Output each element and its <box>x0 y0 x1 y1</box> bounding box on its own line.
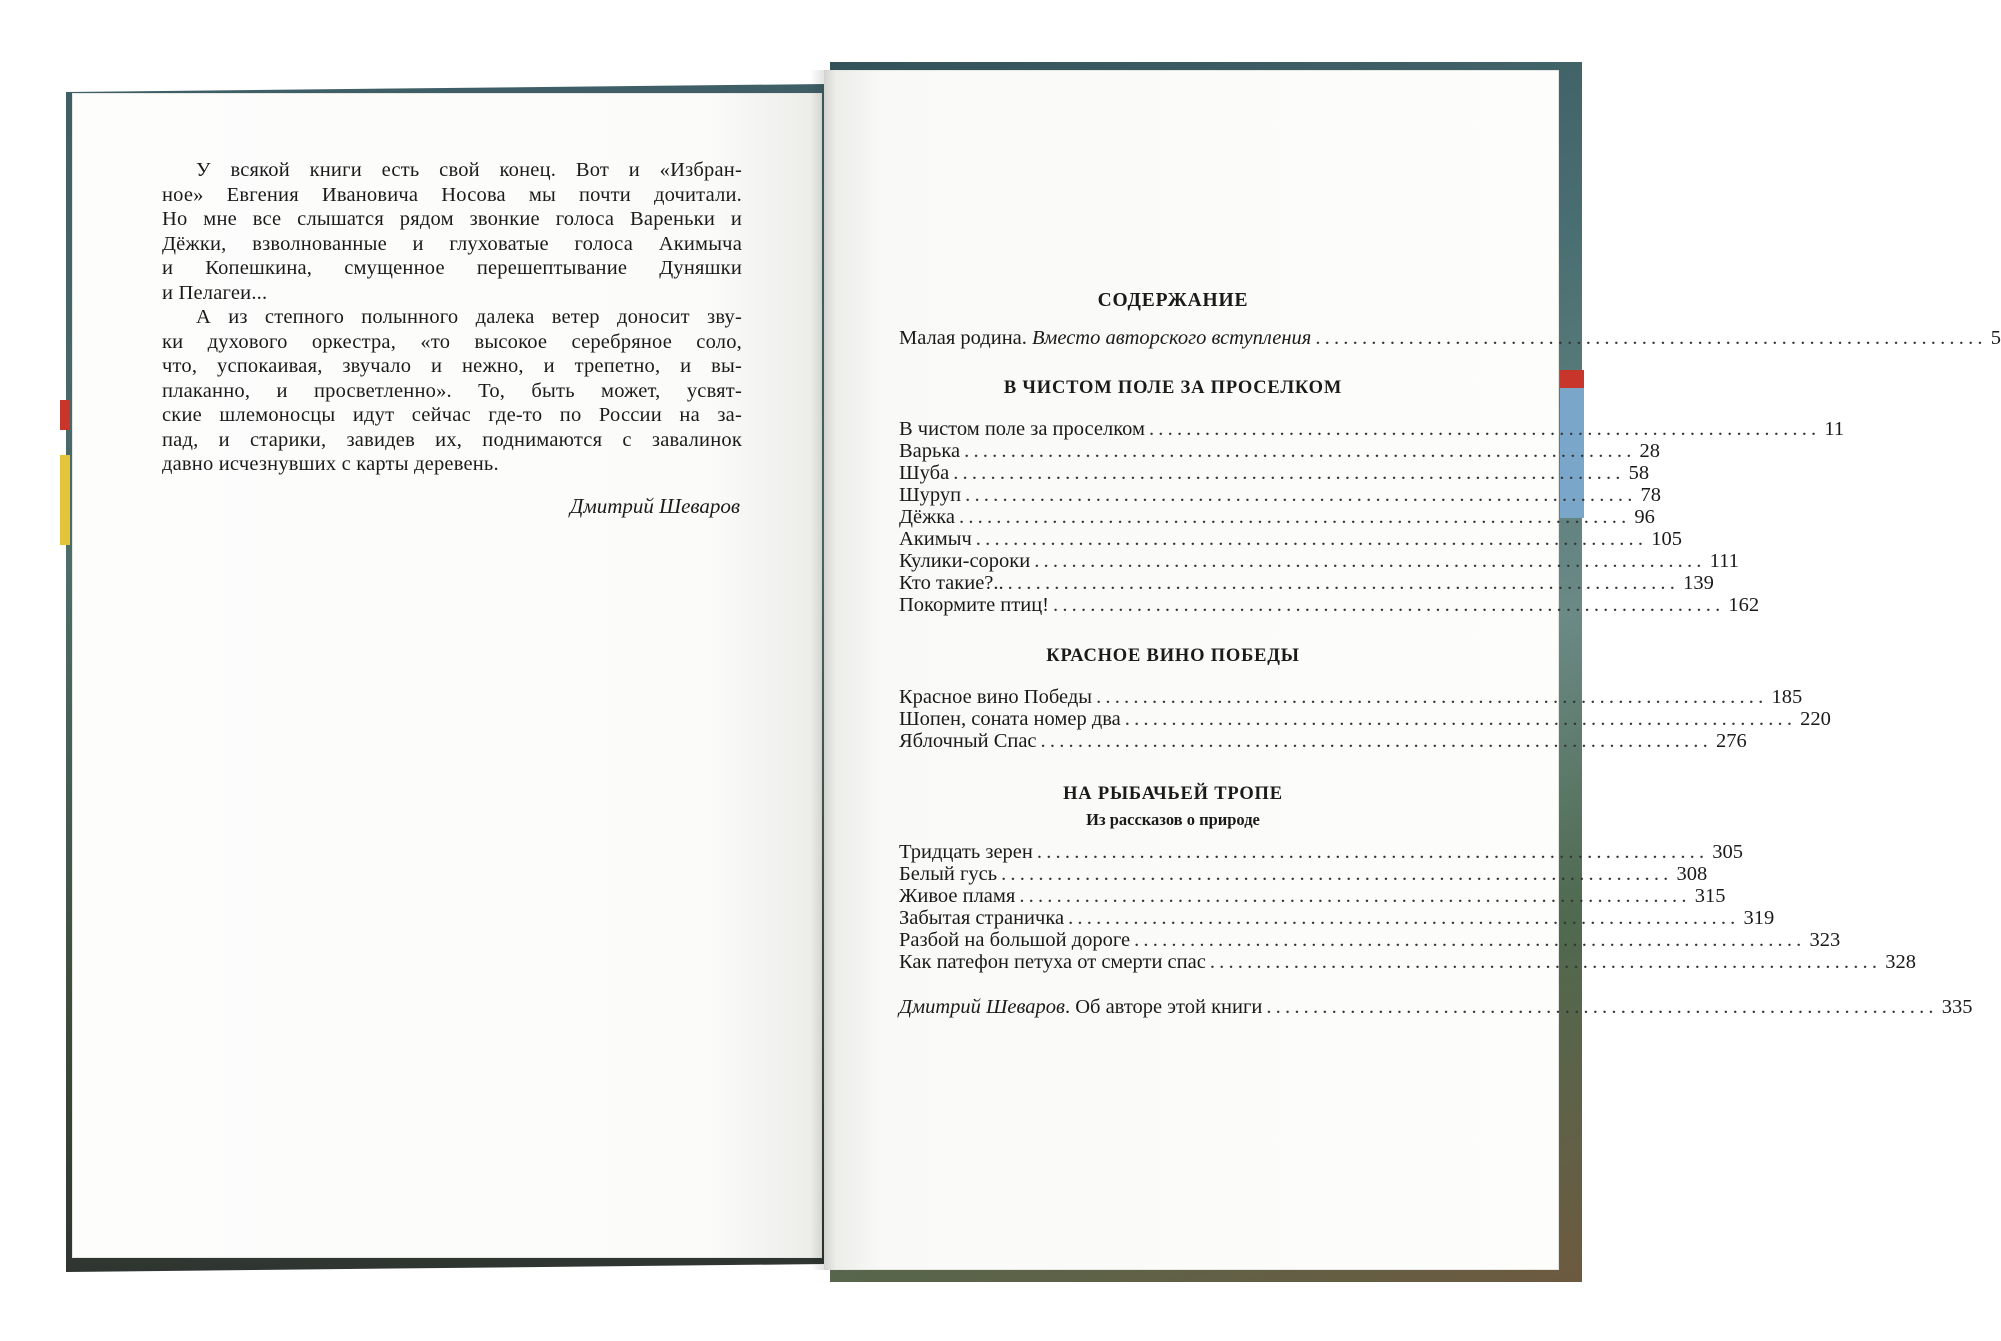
toc-entry <box>899 462 1650 485</box>
toc-dots: ........................................................................ <box>1001 863 1673 885</box>
toc-dots: ........................................................................ <box>1068 907 1740 929</box>
toc-entry-title: В чистом поле за проселком <box>899 418 1145 440</box>
toc-entry <box>899 951 1916 974</box>
toc-entry-title: Кто такие?.. <box>899 572 1004 594</box>
text-line: плаканно, и просветленно». То, быть может, усвят- <box>162 379 742 402</box>
toc-dots: ........................................................................ <box>1315 327 1987 349</box>
toc-dots: ........................................................................ <box>1134 929 1806 951</box>
toc-entry-title: Разбой на большой дороге <box>899 929 1131 951</box>
toc-entry-page: 319 <box>1743 907 1775 929</box>
toc-entry-title: Шопен, соната номер два <box>899 708 1121 730</box>
toc-entry <box>899 929 1841 952</box>
toc-dots: ........................................................................ <box>1266 996 1938 1018</box>
toc-entry <box>899 550 1739 573</box>
toc-entry <box>899 996 1973 1019</box>
toc-entry-title: Живое пламя <box>899 885 1016 907</box>
toc-entry-title: Акимыч <box>899 528 972 550</box>
left-page-text <box>162 158 742 477</box>
toc-entry-title: Варька <box>899 440 961 462</box>
toc-entry-title: Как патефон петуха от смерти спас <box>899 951 1206 973</box>
toc-dots: ........................................................................ <box>1036 841 1709 863</box>
toc-dots: ........................................................................ <box>1019 885 1691 907</box>
text-line: Дёжки, взволнованные и глуховатые голоса Акимыча <box>162 232 742 255</box>
toc-dots: ........................................................................ <box>1007 572 1680 594</box>
toc-entry <box>899 907 1775 930</box>
text-line: ские шлемоносцы идут сейчас где-то по России на за- <box>162 404 742 426</box>
toc-entry-page: 139 <box>1683 572 1714 594</box>
text-line: А из степного полынного далека ветер доносит зву- <box>196 306 742 328</box>
cover-stripe-left-yellow <box>60 455 70 545</box>
toc-entry-page: 162 <box>1728 594 1760 616</box>
toc-entry-author-italic: Дмитрий Шеваров <box>899 996 1065 1018</box>
toc-entry-title: Шуруп <box>899 484 962 506</box>
toc-title: СОДЕРЖАНИЕ <box>1097 290 1249 311</box>
toc-entry-title: Дмитрий Шеваров. Об авторе этой книги <box>899 996 1263 1018</box>
toc-entry-page: 111 <box>1709 550 1739 572</box>
cover-stripe-red <box>1560 370 1584 388</box>
toc-entry-page: 96 <box>1634 506 1655 528</box>
toc-entry-page: 323 <box>1809 929 1841 951</box>
toc-dots: ........................................................................ <box>1209 951 1882 973</box>
toc-dots: ........................................................................ <box>1124 708 1797 730</box>
toc-entry-title: Забытая страничка <box>899 907 1065 929</box>
text-line: ное» Евгения Ивановича Носова мы почти дочитали. <box>162 183 742 206</box>
toc-entry-title: Кулики-сороки <box>899 550 1031 572</box>
text-line: пад, и старики, завидев их, поднимаются с завалинок <box>162 428 742 451</box>
toc-section-heading: НА РЫБАЧЬЕЙ ТРОПЕ <box>1063 784 1283 804</box>
toc-entry <box>899 841 1744 864</box>
toc-entry <box>899 327 2001 350</box>
toc-dots: ........................................................................ <box>964 440 1636 462</box>
toc-entry <box>899 730 1747 753</box>
toc-entry <box>899 440 1661 463</box>
toc-entry-page: 58 <box>1628 462 1650 484</box>
signature: Дмитрий Шеваров <box>570 494 740 518</box>
toc-entry-page: 105 <box>1651 528 1682 550</box>
toc-entry <box>899 885 1726 908</box>
toc-entry-page: 308 <box>1676 863 1708 885</box>
cover-stripe-left-red <box>60 400 70 430</box>
book-spine-shadow <box>810 70 836 1270</box>
text-line: и Копешкина, смущенное перешептывание Дуняшки <box>162 257 742 279</box>
text-line: У всякой книги есть свой конец. Вот и «Избран- <box>196 159 742 181</box>
toc-entry <box>899 708 1831 731</box>
toc-entry-page: 315 <box>1694 885 1726 907</box>
toc-entry-title: Белый гусь <box>899 863 998 885</box>
toc-entry <box>899 506 1655 529</box>
toc-entry <box>899 572 1714 595</box>
toc-entry-title: Яблочный Спас <box>899 730 1037 752</box>
toc-dots: ........................................................................ <box>1040 730 1712 752</box>
toc-section-heading: КРАСНОЕ ВИНО ПОБЕДЫ <box>1046 646 1300 666</box>
text-line: ки духового оркестра, «то высокое серебряное соло, <box>162 330 742 353</box>
right-page <box>824 70 1559 1270</box>
toc-entry-page: 335 <box>1941 996 1973 1018</box>
toc-dots: ........................................................................ <box>1096 686 1768 708</box>
toc-dots: ........................................................................ <box>959 506 1631 528</box>
toc-entry <box>899 484 1662 507</box>
toc-entry-page: 5 <box>1990 327 2001 349</box>
toc-entry-title: Дёжка <box>899 506 955 528</box>
toc-entry <box>899 594 1760 617</box>
toc-entry-page: 78 <box>1640 484 1662 506</box>
toc-entry-page: 185 <box>1771 686 1803 708</box>
toc-entry-page: 276 <box>1715 730 1747 752</box>
toc-entry-title: Покормите птиц! <box>899 594 1049 616</box>
toc-dots: ........................................................................ <box>975 528 1648 550</box>
toc-dots: ........................................................................ <box>1148 418 1821 440</box>
toc-entry-title: Тридцать зерен <box>899 841 1033 863</box>
toc-dots: ........................................................................ <box>1053 594 1725 616</box>
toc-dots: ........................................................................ <box>1034 550 1706 572</box>
toc-entry-page: 28 <box>1639 440 1661 462</box>
text-line: и Пелагеи... <box>162 281 268 304</box>
toc-entry-title-italic: Вместо авторского вступления <box>1032 327 1312 349</box>
toc-dots: ........................................................................ <box>953 462 1625 484</box>
toc-entry <box>899 528 1682 551</box>
toc-entry <box>899 686 1803 709</box>
toc-entry-title: Шуба <box>899 462 950 484</box>
toc-entry <box>899 418 1845 441</box>
toc-section-heading: В ЧИСТОМ ПОЛЕ ЗА ПРОСЕЛКОМ <box>1003 378 1343 398</box>
toc-dots: ........................................................................ <box>965 484 1637 506</box>
toc-entry-page: 11 <box>1824 418 1845 440</box>
toc-entry-title: Малая родина. Вместо авторского вступления <box>899 327 1312 349</box>
toc-entry-page: 305 <box>1712 841 1744 863</box>
toc-entry <box>899 863 1708 886</box>
toc-entry-page: 220 <box>1800 708 1831 730</box>
text-line: давно исчезнувших с карты деревень. <box>162 453 499 475</box>
text-line: что, успокаивая, звучало и нежно, и трепетно, и вы- <box>162 355 742 377</box>
toc-entry-page: 328 <box>1885 951 1916 973</box>
text-line: Но мне все слышатся рядом звонкие голоса Вареньки и <box>162 208 742 230</box>
toc-section-subheading: Из рассказов о природе <box>1086 810 1260 829</box>
toc-entry-title: Красное вино Победы <box>899 686 1093 708</box>
